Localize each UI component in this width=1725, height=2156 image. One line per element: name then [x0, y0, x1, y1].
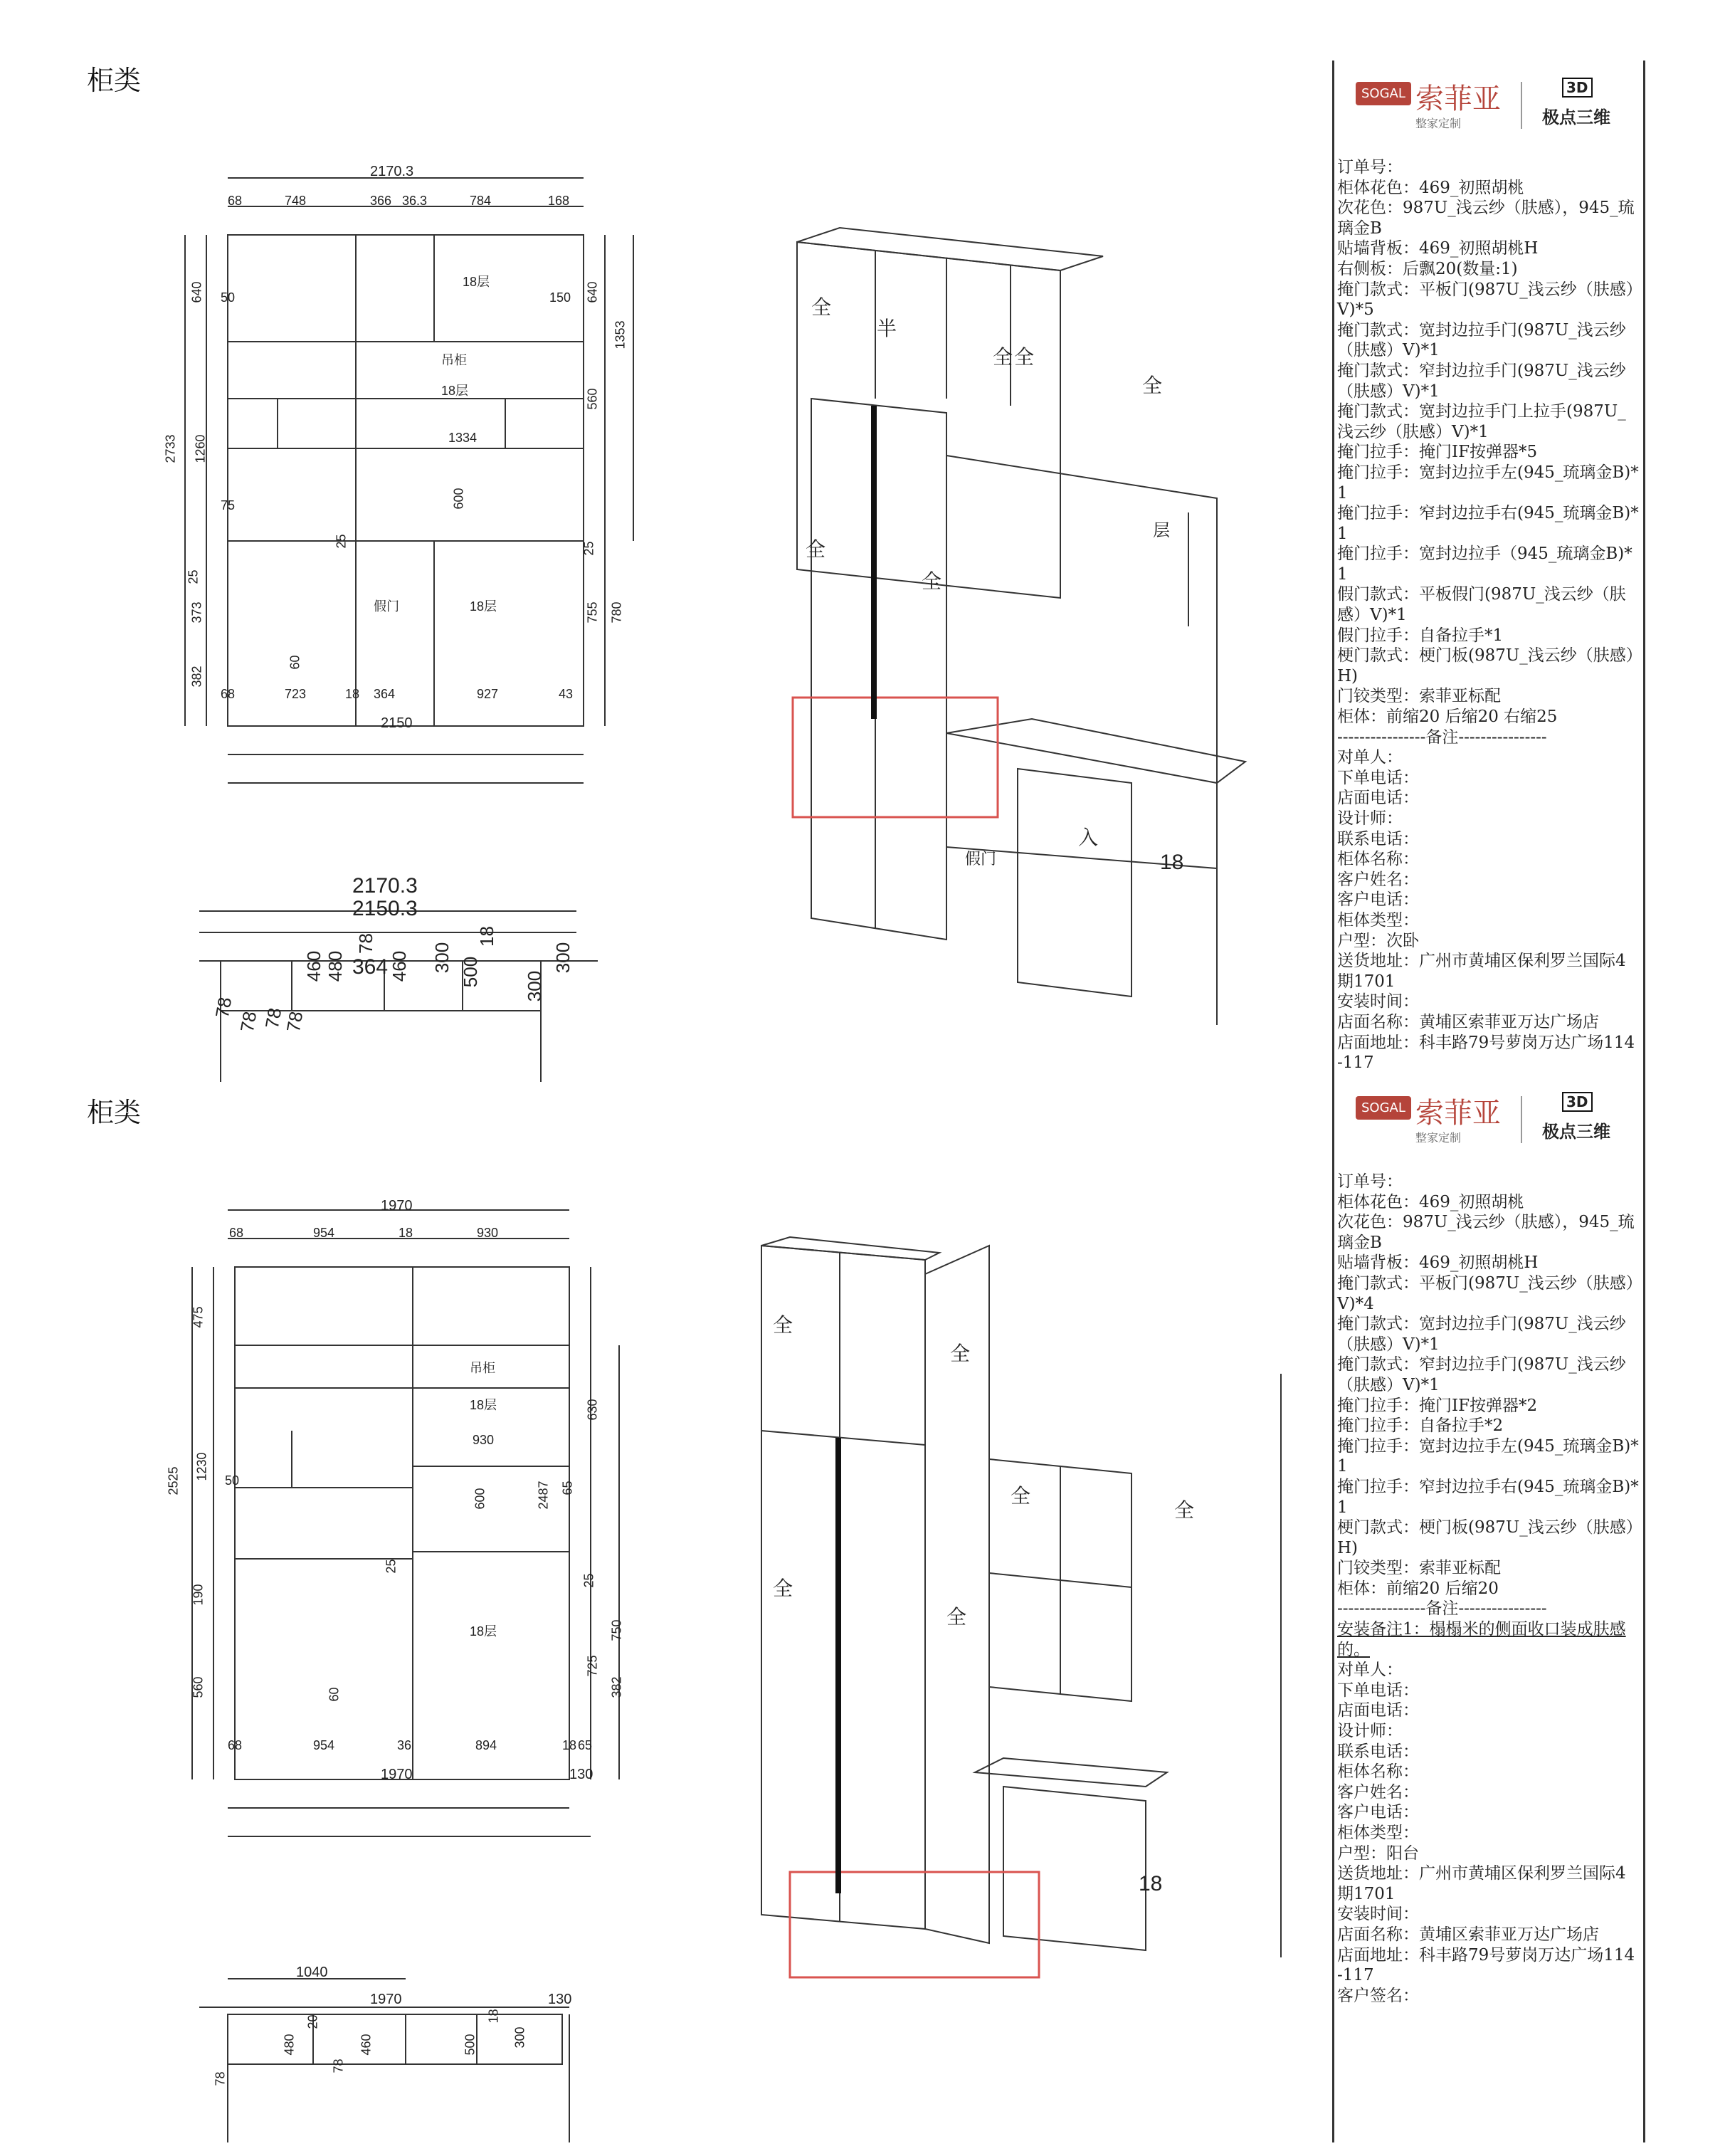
dim-right: 755 [585, 601, 600, 624]
dim-bottom: 927 [477, 687, 499, 701]
field-row: 对单人： [1337, 1661, 1403, 1680]
field-row: 安装时间： [1337, 1905, 1419, 1924]
brand2-name: 极点三维 [1542, 1122, 1610, 1142]
iso-label: 全 [811, 295, 832, 319]
dim-right: 382 [609, 1676, 624, 1698]
field-row: 客户姓名： [1337, 870, 1419, 889]
inner-label: 50 [225, 1473, 240, 1488]
inner-label: 50 [221, 290, 236, 305]
highlight-box [793, 698, 998, 817]
inner-label: 75 [221, 498, 236, 512]
field-row: ----------------备注---------------- [1337, 1599, 1547, 1619]
dim-right: 780 [609, 601, 624, 624]
dim-left: 382 [189, 666, 204, 688]
inner-label: 18层 [470, 1624, 497, 1639]
dim-top: 784 [470, 194, 492, 208]
dim-bottom: 65 [578, 1738, 593, 1752]
iso-label: 全 [993, 345, 1013, 369]
field-row: 店面地址：科丰路79号萝岗万达广场114-117 [1337, 1945, 1635, 1985]
field-row: 柜体：前缩20 后缩20 右缩25 [1337, 708, 1558, 727]
inner-label: 25 [334, 534, 349, 549]
dim-right: 2487 [536, 1481, 551, 1510]
plan-dim: 300 [552, 942, 574, 974]
dim-left: 2525 [166, 1466, 181, 1495]
field-row: 客户电话： [1337, 890, 1419, 910]
dim-left: 475 [191, 1306, 206, 1328]
dim-bottom: 364 [374, 687, 396, 701]
dim-bottom-overall: 2150 [381, 715, 413, 731]
drawing-sheet-1 [0, 43, 1725, 1075]
field-row: 掩门款式：平板门(987U_浅云纱（肤感）V)*4 [1337, 1273, 1635, 1313]
dim-left: 25 [186, 569, 201, 584]
plan-dim: 1970 [370, 1992, 402, 2007]
field-row: 次花色：987U_浅云纱（肤感），945_琉璃金B [1337, 1213, 1635, 1252]
field-row: 送货地址：广州市黄埔区保利罗兰国际4期1701 [1337, 952, 1626, 991]
field-row: 客户姓名： [1337, 1782, 1419, 1802]
brand2-name: 极点三维 [1542, 107, 1610, 127]
dim-right: 65 [560, 1481, 575, 1495]
field-row: 次花色：987U_浅云纱（肤感），945_琉璃金B [1337, 199, 1635, 238]
plan-dim: 78 [213, 2071, 228, 2086]
field-row: 下单电话： [1337, 768, 1419, 787]
handle-strip [871, 406, 877, 719]
dim-bottom: 36 [397, 1738, 412, 1752]
inner-label: 吊柜 [470, 1361, 495, 1375]
dim-right: 25 [581, 1573, 596, 1588]
inner-label: 600 [473, 1488, 487, 1510]
dim-left: 1260 [193, 434, 208, 463]
plan-dim: 300 [512, 2026, 527, 2049]
iso-label: 全 [773, 1313, 793, 1337]
plan-dim: 480 [282, 2034, 297, 2056]
field-row: 店面地址：科丰路79号萝岗万达广场114-117 [1337, 1033, 1635, 1073]
dim-bottom: 954 [313, 1738, 335, 1752]
cabinet-drawings-2 [78, 1132, 1317, 2142]
inner-label: 60 [288, 655, 302, 670]
field-row: 订单号： [1337, 1172, 1403, 1191]
dim-bottom-overall: 1970 [381, 1767, 413, 1782]
inner-label: 1334 [448, 431, 478, 445]
brand-badge: SOGAL [1356, 82, 1411, 105]
iso-label: 全 [1142, 374, 1163, 397]
field-row: 柜体类型： [1337, 910, 1419, 930]
dim-top: 68 [228, 194, 243, 208]
dim-top: 366 [370, 194, 392, 208]
field-row: 联系电话： [1337, 1742, 1419, 1761]
field-row: 店面电话： [1337, 789, 1419, 808]
dim-bottom: 43 [559, 687, 574, 701]
field-row: 梗门款式：梗门板(987U_浅云纱（肤感）H) [1337, 646, 1635, 685]
drawing-sheet-2 [0, 1075, 1725, 2142]
field-row: 店面名称：黄埔区索菲亚万达广场店 [1337, 1012, 1599, 1031]
plan-dim: 78 [260, 1006, 286, 1031]
plan-dim: 2170.3 [352, 874, 418, 898]
plan-dim: 78 [282, 1009, 307, 1034]
dim-left: 640 [189, 281, 204, 303]
field-row: 掩门拉手：宽封边拉手左(945_琉璃金B)*1 [1337, 1436, 1639, 1476]
plan-dim: 78 [236, 1009, 261, 1034]
inner-label: 25 [384, 1559, 399, 1574]
inner-label: 18层 [463, 275, 490, 289]
dim-left: 1230 [194, 1452, 209, 1481]
dim-bottom-right: 130 [569, 1767, 594, 1782]
dim-bottom: 68 [228, 1738, 243, 1752]
field-row: 假门拉手：自备拉手*1 [1337, 626, 1504, 645]
dim-right: 640 [585, 281, 600, 303]
highlight-box [790, 1872, 1039, 1977]
plan-dim: 18 [475, 926, 497, 947]
dim-top: 930 [477, 1226, 499, 1240]
iso-label: 全 [922, 569, 942, 593]
inner-label: 假门 [374, 599, 399, 614]
elevation-outline [228, 235, 584, 726]
field-row: 掩门拉手：宽封边拉手左(945_琉璃金B)*1 [1337, 463, 1639, 503]
plan-dim: 460 [303, 950, 325, 982]
iso-label: 18 [1160, 851, 1184, 874]
field-row: 柜体类型： [1337, 1824, 1419, 1842]
plan-dim: 364 [352, 955, 389, 979]
field-row: 掩门拉手：窄封边拉手右(945_琉璃金B)*1 [1337, 504, 1639, 543]
field-row: 掩门款式：宽封边拉手门(987U_浅云纱（肤感）V)*1 [1337, 1315, 1626, 1354]
dim-left: 373 [189, 601, 204, 624]
brand2-mark: 3D [1562, 78, 1593, 98]
iso-label: 全 [773, 1577, 793, 1600]
brand-header [1356, 1089, 1626, 1153]
plan-dim: 20 [305, 2014, 320, 2029]
field-row: 下单电话： [1337, 1681, 1419, 1700]
brand-subtitle: 整家定制 [1415, 117, 1462, 130]
field-row: 店面电话： [1337, 1701, 1419, 1720]
plan-dim: 18 [486, 2009, 501, 2024]
field-row: 客户签名： [1337, 1986, 1419, 2005]
iso-label: 半 [877, 317, 897, 340]
field-row: 安装时间： [1337, 992, 1419, 1011]
field-row: 店面名称：黄埔区索菲亚万达广场店 [1337, 1925, 1599, 1944]
section-title: 柜类 [87, 65, 142, 96]
dim-top-overall: 2170.3 [370, 164, 414, 179]
field-row: 掩门款式：窄封边拉手门(987U_浅云纱（肤感）V)*1 [1337, 1355, 1626, 1394]
inner-label: 600 [451, 488, 466, 510]
field-row: 柜体名称： [1337, 1762, 1419, 1782]
field-row: 户型：次卧 [1337, 931, 1419, 950]
cabinet-drawings-1 [78, 100, 1317, 1082]
dim-top: 36.3 [402, 194, 428, 208]
iso-label: 全 [1011, 1484, 1031, 1508]
iso-label: 全 [806, 537, 826, 561]
field-row: 掩门款式：窄封边拉手门(987U_浅云纱（肤感）V)*1 [1337, 361, 1626, 401]
iso-label: 层 [1153, 520, 1170, 540]
handle-strip [835, 1438, 841, 1893]
brand-header [1356, 75, 1626, 139]
plan-dim: 78 [331, 2058, 346, 2073]
iso-label: 全 [950, 1342, 971, 1365]
field-row: 联系电话： [1337, 829, 1419, 848]
field-row: 设计师： [1337, 809, 1403, 828]
dim-bottom: 894 [475, 1738, 497, 1752]
field-row: 门铰类型：索菲亚标配 [1337, 1559, 1501, 1578]
plan-dim: 480 [325, 950, 347, 982]
inner-label: 18层 [470, 599, 497, 614]
field-row: 设计师： [1337, 1722, 1403, 1741]
iso-label: 18 [1139, 1872, 1163, 1895]
dim-left: 190 [191, 1584, 206, 1606]
iso-label: 全 [1014, 345, 1035, 369]
dim-left: 2733 [163, 434, 178, 463]
dim-bottom: 18 [562, 1738, 577, 1752]
brand-badge: SOGAL [1356, 1096, 1411, 1120]
dim-right: 750 [609, 1619, 624, 1641]
field-row: 掩门款式：宽封边拉手门(987U_浅云纱（肤感）V)*1 [1337, 320, 1626, 360]
field-row: 贴墙背板：469_初照胡桃H [1337, 1253, 1539, 1273]
brand-name: 索菲亚 [1415, 1097, 1501, 1130]
inner-label: 吊柜 [441, 353, 467, 367]
field-row: 掩门拉手：掩门IF按弹器*2 [1337, 1396, 1538, 1415]
plan-dim: 300 [524, 970, 546, 1002]
order-fields [1337, 157, 1639, 1073]
dim-right: 560 [585, 388, 600, 410]
field-row: 掩门拉手：掩门IF按弹器*5 [1337, 443, 1538, 462]
field-row: 右侧板：后飘20(数量:1) [1337, 259, 1518, 278]
plan-dim: 130 [548, 1992, 572, 2007]
dim-right: 630 [585, 1399, 600, 1421]
section-title: 柜类 [87, 1097, 142, 1128]
field-row: 贴墙背板：469_初照胡桃H [1337, 239, 1539, 258]
plan-dim: 78 [211, 995, 236, 1020]
field-row: 对单人： [1337, 748, 1403, 767]
field-row: 掩门款式：平板门(987U_浅云纱（肤感）V)*5 [1337, 280, 1635, 320]
dim-top: 18 [399, 1226, 413, 1240]
field-row: 柜体名称： [1337, 850, 1419, 869]
field-row: 梗门款式：梗门板(987U_浅云纱（肤感）H) [1337, 1518, 1635, 1557]
field-row: 订单号： [1337, 158, 1403, 177]
field-row: 柜体花色：469_初照胡桃 [1337, 1192, 1524, 1211]
field-row: 柜体：前缩20 后缩20 [1337, 1579, 1499, 1598]
inner-label: 150 [549, 290, 571, 305]
dim-right: 25 [581, 541, 596, 556]
dim-top: 68 [229, 1226, 244, 1240]
dim-left: 560 [191, 1676, 206, 1698]
plan-dim: 500 [463, 2034, 478, 2056]
iso-label: 全 [1174, 1498, 1195, 1522]
iso-label: 假门 [965, 851, 997, 868]
dim-bottom: 18 [345, 687, 360, 701]
dim-bottom: 723 [285, 687, 307, 701]
brand-name: 索菲亚 [1415, 83, 1501, 115]
plan-dim: 460 [359, 2034, 374, 2056]
plan-dim: 300 [431, 942, 453, 974]
plan-dim: 500 [460, 956, 482, 988]
field-row: 假门款式：平板假门(987U_浅云纱（肤感）V)*1 [1337, 585, 1626, 625]
order-fields [1337, 1172, 1639, 2006]
dim-bottom: 68 [221, 687, 236, 701]
order-info-panel [1332, 61, 1645, 1093]
inner-label: 60 [327, 1687, 342, 1702]
dim-top: 954 [313, 1226, 335, 1240]
iso-label: 全 [946, 1605, 967, 1629]
dim-top: 748 [285, 194, 307, 208]
plan-dim: 78 [354, 933, 376, 954]
brand2-mark: 3D [1562, 1092, 1593, 1112]
iso-label: 入 [1078, 826, 1099, 849]
inner-label: 18层 [441, 384, 469, 398]
dim-top-overall: 1970 [381, 1198, 413, 1214]
field-row: 安装备注1：榻榻米的侧面收口装成肤感的。 [1337, 1620, 1626, 1659]
field-row: 门铰类型：索菲亚标配 [1337, 687, 1501, 706]
field-row: 掩门拉手：宽封边拉手（945_琉璃金B)*1 [1337, 545, 1632, 584]
dim-right: 1353 [613, 320, 628, 349]
brand-divider [1521, 82, 1522, 129]
order-info-panel [1332, 1075, 1645, 2142]
field-row: 户型：阳台 [1337, 1844, 1419, 1863]
plan-dim: 1040 [296, 1965, 328, 1980]
field-row: ----------------备注---------------- [1337, 727, 1547, 747]
brand-subtitle: 整家定制 [1415, 1131, 1462, 1145]
field-row: 送货地址：广州市黄埔区保利罗兰国际4期1701 [1337, 1864, 1626, 1903]
field-row: 掩门拉手：窄封边拉手右(945_琉璃金B)*1 [1337, 1477, 1639, 1517]
field-row: 客户电话： [1337, 1803, 1419, 1822]
field-row: 掩门拉手：自备拉手*2 [1337, 1416, 1504, 1436]
plan-dim: 460 [389, 950, 411, 982]
dim-right: 725 [585, 1655, 600, 1677]
field-row: 掩门款式：宽封边拉手门上拉手(987U_浅云纱（肤感）V)*1 [1337, 402, 1626, 441]
inner-label: 18层 [470, 1398, 497, 1412]
plan-dim: 2150.3 [352, 897, 418, 920]
dim-top: 168 [548, 194, 570, 208]
inner-label: 930 [473, 1433, 495, 1447]
brand-divider [1521, 1096, 1522, 1143]
field-row: 柜体花色：469_初照胡桃 [1337, 178, 1524, 197]
